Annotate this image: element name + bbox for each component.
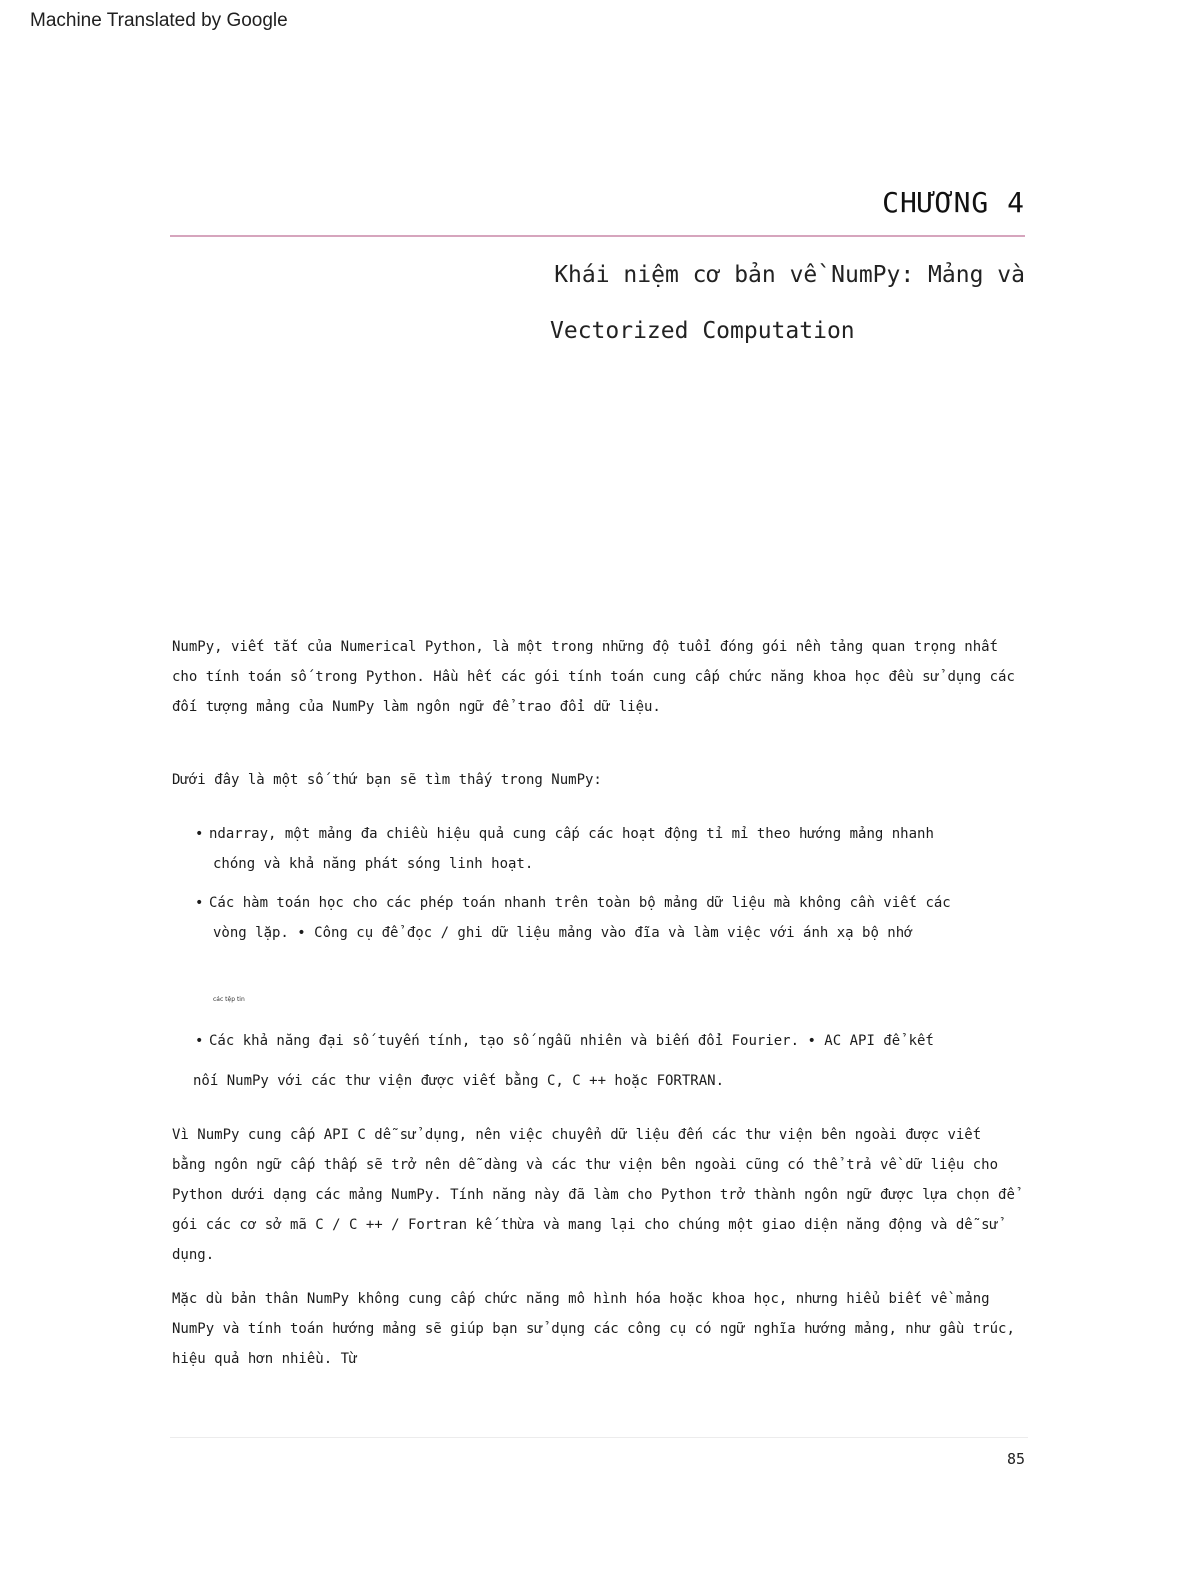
tiny-note-text: các tệp tin	[213, 996, 245, 1003]
c-api-paragraph: Vì NumPy cung cấp API C dễ sử dụng, nên việc chuyển dữ liệu đến các thư viện bên ngoài được viết bằng ngôn ngữ cấp thấp sẽ trở nên dễ dàng và các thư viện bên ngoài cũng có thể trả về dữ liệu cho Python dưới dạng các mảng NumPy. Tính năng này đã làm cho Python trở thành ngôn ngữ được lựa chọn để gói các cơ sở mã C / C ++ / Fortran kế thừa và mang lại cho chúng một giao diện năng động và dễ sử dụng.	[172, 1127, 1015, 1263]
bullet-marker: •	[195, 826, 204, 842]
chapter-title-line-1: Khái niệm cơ bản về NumPy: Mảng và	[554, 262, 1025, 288]
bullet-marker: •	[195, 1033, 204, 1049]
bullet-text-continued: chóng và khả năng phát sóng linh hoạt.	[213, 856, 534, 872]
closing-paragraph: Mặc dù bản thân NumPy không cung cấp chức năng mô hình hóa hoặc khoa học, nhưng hiểu biết về mảng NumPy và tính toán hướng mảng sẽ giúp bạn sử dụng các công cụ có ngữ nghĩa hướng mảng, như gầu trúc, hiệu quả hơn nhiều. Từ	[172, 1291, 1015, 1367]
bullet-text: ndarray, một mảng đa chiều hiệu quả cung cấp các hoạt động tỉ mỉ theo hướng mảng nhanh	[209, 826, 934, 842]
chapter-title-line-2: Vectorized Computation	[550, 318, 855, 344]
bullet-math-functions	[195, 888, 1015, 948]
bullet-text: Các khả năng đại số tuyến tính, tạo số ngẫu nhiên và biến đổi Fourier. • AC API để kết	[209, 1033, 934, 1049]
bullet-c-api-continued: nối NumPy với các thư viện được viết bằng C, C ++ hoặc FORTRAN.	[193, 1073, 725, 1089]
chapter-divider	[170, 235, 1025, 237]
machine-translated-watermark: Machine Translated by Google	[30, 10, 288, 31]
bullet-ndarray	[195, 819, 1015, 879]
bullet-marker: •	[195, 895, 204, 911]
bullet-linear-algebra	[195, 1026, 1015, 1056]
footer-divider	[170, 1437, 1028, 1438]
chapter-label: CHƯƠNG 4	[882, 186, 1025, 219]
list-intro-paragraph: Dưới đây là một số thứ bạn sẽ tìm thấy trong NumPy:	[172, 772, 602, 788]
bullet-text-continued: vòng lặp. • Công cụ để đọc / ghi dữ liệu mảng vào đĩa và làm việc với ánh xạ bộ nhớ	[213, 925, 913, 941]
page-number: 85	[1006, 1450, 1025, 1468]
intro-paragraph: NumPy, viết tắt của Numerical Python, là một trong những độ tuổi đóng gói nền tảng quan trọng nhất cho tính toán số trong Python. Hầu hết các gói tính toán cung cấp chức năng khoa học đều sử dụng các đối tượng mảng của NumPy làm ngôn ngữ để trao đổi dữ liệu.	[172, 639, 1015, 715]
bullet-text: Các hàm toán học cho các phép toán nhanh trên toàn bộ mảng dữ liệu mà không cần viết các	[209, 895, 951, 911]
